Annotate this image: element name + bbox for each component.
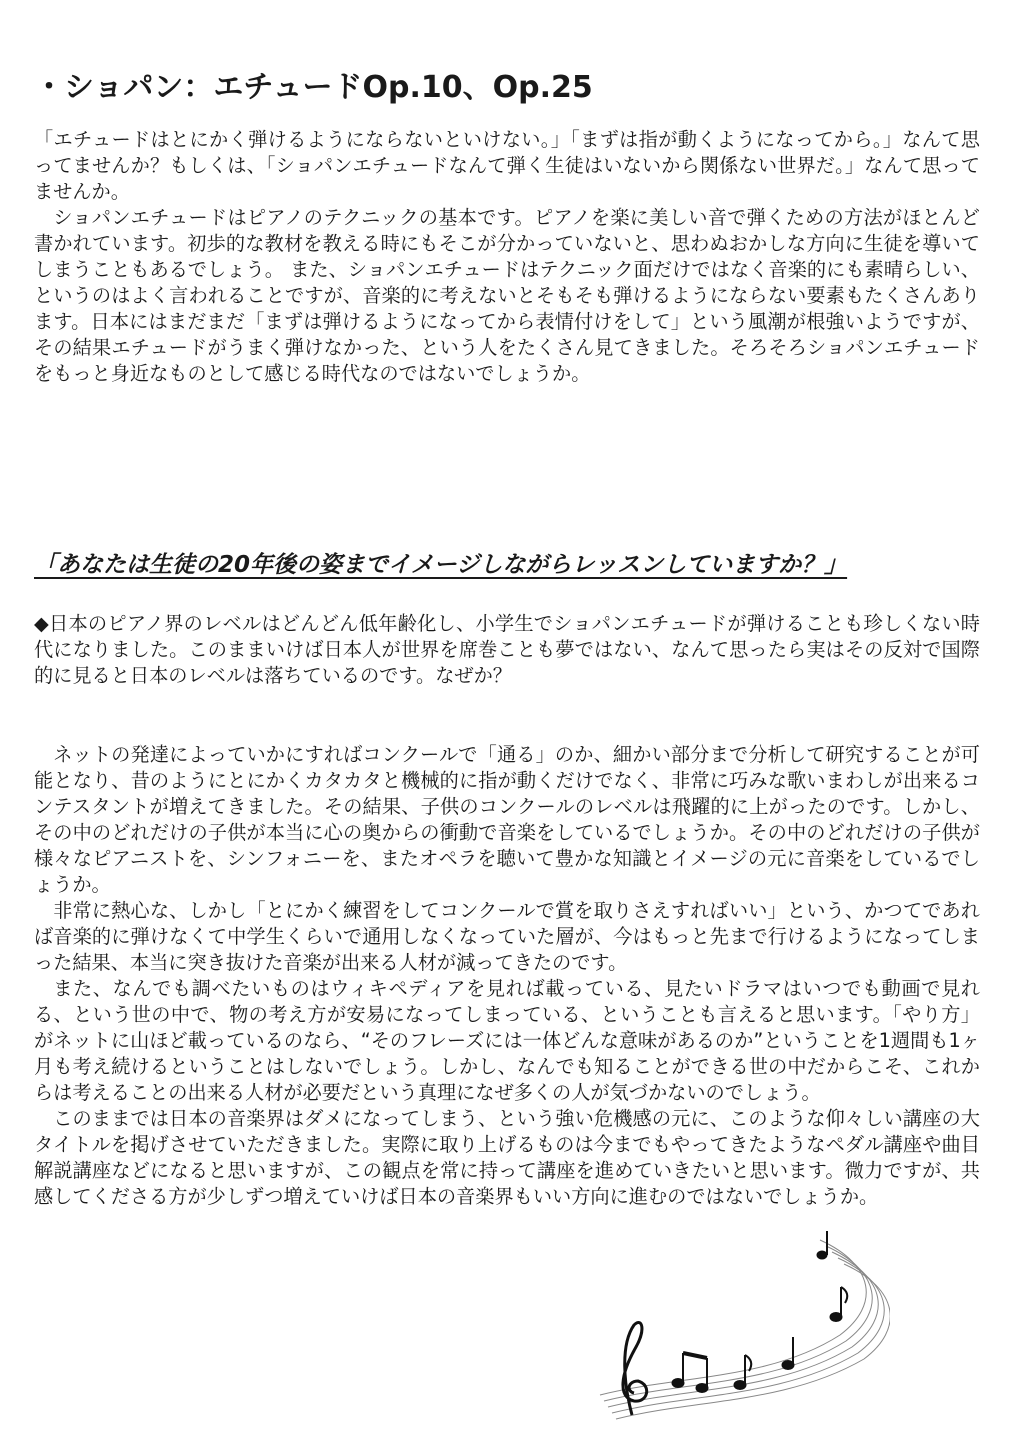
bullet-paragraph: ◆日本のピアノ界のレベルはどんどん低年齢化し、小学生でショパンエチュードが弾けることも珍しくない時代になりました。このままいけば日本人が世界を席巻ことも夢ではない、なんて思ったら実はその反対で国際的に見ると日本のレベルは落ちているのです。なぜか？ — [34, 612, 980, 687]
main-body-section — [34, 742, 980, 1210]
bullet-section — [34, 611, 980, 689]
page-title: ・ショパン：エチュードOp.10、Op.25 — [34, 70, 593, 105]
treble-clef-music-staff-icon — [590, 1225, 890, 1425]
intro-paragraph-1: 「エチュードはとにかく弾けるようにならないといけない。」「まずは指が動くようになってから。」なんて思ってませんか？もしくは、「ショパンエチュードなんて弾く生徒はいないから関係ない世界だ。」なんて思ってませんか。 — [34, 128, 980, 203]
body-paragraph-2: 非常に熱心な、しかし「とにかく練習をしてコンクールで賞を取りさえすればいい」という、かつてであれば音楽的に弾けなくて中学生くらいで通用しなくなっていた層が、今はもっと先まで行けるようになってしまった結果、本当に突き抜けた音楽が出来る人材が減ってきたのです。 — [34, 899, 980, 974]
section-subheading: 「あなたは生徒の20年後の姿までイメージしながらレッスンしていますか？」 — [34, 552, 848, 578]
intro-section — [34, 127, 980, 387]
body-paragraph-3: また、なんでも調べたいものはウィキペディアを見れば載っている、見たいドラマはいつでも動画で見れる、という世の中で、物の考え方が安易になってしまっている、ということも言えると思います。「やり方」がネットに山ほど載っているのなら、“そのフレーズには一体どんな意味があるのか”ということを1週間も1ヶ月も考え続けるということはしないでしょう。しかし、なんでも知ることができる世の中だからこそ、これからは考えることの出来る人材が必要だという真理になぜ多くの人が気づかないのでしょう。 — [34, 977, 980, 1104]
body-paragraph-1: ネットの発達によっていかにすればコンクールで「通る」のか、細かい部分まで分析して研究することが可能となり、昔のようにとにかくカタカタと機械的に指が動くだけでなく、非常に巧みな歌いまわしが出来るコンテスタントが増えてきました。その結果、子供のコンクールのレベルは飛躍的に上がったのです。しかし、その中のどれだけの子供が本当に心の奥からの衝動で音楽をしているでしょうか。その中のどれだけの子供が様々なピアニストを、シンフォニーを、またオペラを聴いて豊かな知識とイメージの元に音楽をしているでしょうか。 — [34, 743, 980, 896]
body-paragraph-4: このままでは日本の音楽界はダメになってしまう、という強い危機感の元に、このような仰々しい講座の大タイトルを掲げさせていただきました。実際に取り上げるものは今までもやってきたようなペダル講座や曲目解説講座などになると思いますが、この観点を常に持って講座を進めていきたいと思います。微力ですが、共感してくださる方が少しずつ増えていけば日本の音楽界もいい方向に進むのではないでしょうか。 — [34, 1107, 980, 1208]
intro-paragraph-2: ショパンエチュードはピアノのテクニックの基本です。ピアノを楽に美しい音で弾くための方法がほとんど書かれています。初歩的な教材を教える時にもそこが分かっていないと、思わぬおかしな方向に生徒を導いてしまうこともあるでしょう。 また、ショパンエチュードはテクニック面だけではなく音楽的にも素晴らしい、というのはよく言われることですが、音楽的に考えないとそもそも弾けるようにならない要素もたくさんあります。日本にはまだまだ「まずは弾けるようになってから表情付けをして」という風潮が根強いようですが、その結果エチュードがうまく弾けなかった、という人をたくさん見てきました。そろそろショパンエチュードをもっと身近なものとして感じる時代なのではないでしょうか。 — [34, 206, 980, 385]
